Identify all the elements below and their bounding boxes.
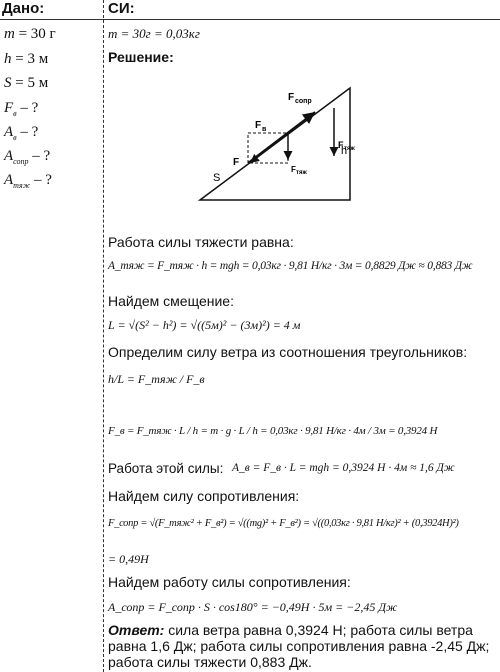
- label-f-v: F: [255, 120, 262, 131]
- label-f-tyazh-sub: тяж: [344, 146, 355, 152]
- f-v-arrow: [250, 133, 288, 163]
- given-sub: тяж: [13, 181, 31, 190]
- label-f-sopr: F: [288, 92, 295, 103]
- resistance-formula: F_сопр = √(F_тяж² + F_в²) = √((mg)² + F_в²) = √((0,03кг · 9,81 Н/кг)² + (0,3924Н)²): [108, 518, 459, 529]
- displacement-heading: Найдем смещение:: [108, 293, 234, 309]
- given-title: Дано:: [2, 0, 45, 17]
- given-value: = 30 г: [14, 26, 56, 42]
- label-f-v-sub: в: [262, 126, 267, 133]
- label-f-tyazh: F: [338, 140, 344, 150]
- header-divider: [0, 19, 500, 20]
- given-item-mass: [4, 26, 56, 43]
- answer-label: Ответ:: [108, 622, 165, 638]
- column-divider: [103, 0, 104, 672]
- label-f-tyazh-small: F: [291, 165, 296, 174]
- answer-text: сила ветра равна 0,3924 Н; работа силы ветра равна 1,6 Дж; работа силы сопротивления равна -2,45 Дж; работа силы тяжести 0,883 Дж.: [108, 622, 490, 670]
- given-value: – ?: [28, 148, 51, 164]
- given-value: – ?: [16, 100, 39, 116]
- si-line: m = 30г = 0,03кг: [108, 26, 200, 41]
- given-item-gravity-work: [4, 172, 52, 190]
- resistance-heading: Найдем силу сопротивления:: [108, 488, 300, 504]
- given-sub: в: [13, 133, 17, 142]
- given-label: A: [4, 148, 14, 164]
- wind-work-heading: Работа этой силы:: [108, 461, 224, 476]
- given-item-wind-work: [4, 124, 38, 142]
- given-item-path: [4, 75, 48, 92]
- given-sub: в: [13, 109, 17, 118]
- gravity-work-heading: Работа силы тяжести равна:: [108, 234, 294, 250]
- given-label: A: [4, 172, 14, 188]
- label-f-point: F: [233, 157, 240, 168]
- label-s: S: [213, 172, 221, 184]
- label-f-tyazh-small-sub: тяж: [296, 170, 307, 176]
- given-value: = 3 м: [11, 51, 49, 67]
- given-item-wind-force: [4, 100, 38, 118]
- wind-force-formula: F_в = F_тяж · L / h = m · g · L / h = 0,03кг · 9,81 Н/кг · 4м / 3м = 0,3924 Н: [108, 425, 438, 437]
- given-item-height: [4, 51, 48, 68]
- resistance-work-formula: A_сопр = F_сопр · S · cos180° = −0,49Н · 5м = −2,45 Дж: [108, 600, 398, 614]
- gravity-work-formula: A_тяж = F_тяж · h = mgh = 0,03кг · 9,81 Н/кг · 3м = 0,8829 Дж ≈ 0,883 Дж: [108, 260, 473, 272]
- wind-work-formula: A_в = F_в · L = mgh = 0,3924 Н · 4м ≈ 1,6 Дж: [232, 462, 455, 474]
- given-label: S: [4, 75, 12, 91]
- resistance-result: = 0,49Н: [108, 552, 149, 566]
- answer-paragraph: [108, 622, 496, 670]
- displacement-formula: L = √(S² − h²) = √((5м)² − (3м)²) = 4 м: [108, 318, 301, 332]
- label-f-sopr-sub: сопр: [295, 98, 312, 105]
- label-h: h: [341, 145, 348, 157]
- given-value: = 5 м: [11, 75, 49, 91]
- given-label: F: [4, 100, 14, 116]
- given-item-resistance-work: [4, 148, 50, 166]
- given-label: A: [4, 124, 14, 140]
- given-label: m: [4, 26, 15, 42]
- given-label: h: [4, 51, 12, 67]
- incline-force-diagram: [160, 78, 370, 210]
- resistance-work-heading: Найдем работу силы сопротивления:: [108, 574, 351, 590]
- given-sub: сопр: [13, 157, 29, 166]
- si-title: СИ:: [108, 0, 135, 17]
- solution-title: Решение:: [108, 49, 174, 65]
- given-value: – ?: [30, 172, 52, 188]
- given-value: – ?: [16, 124, 39, 140]
- wind-force-heading: Определим силу ветра из соотношения треугольников:: [108, 344, 468, 360]
- ratio-formula: h/L = F_тяж / F_в: [108, 372, 205, 386]
